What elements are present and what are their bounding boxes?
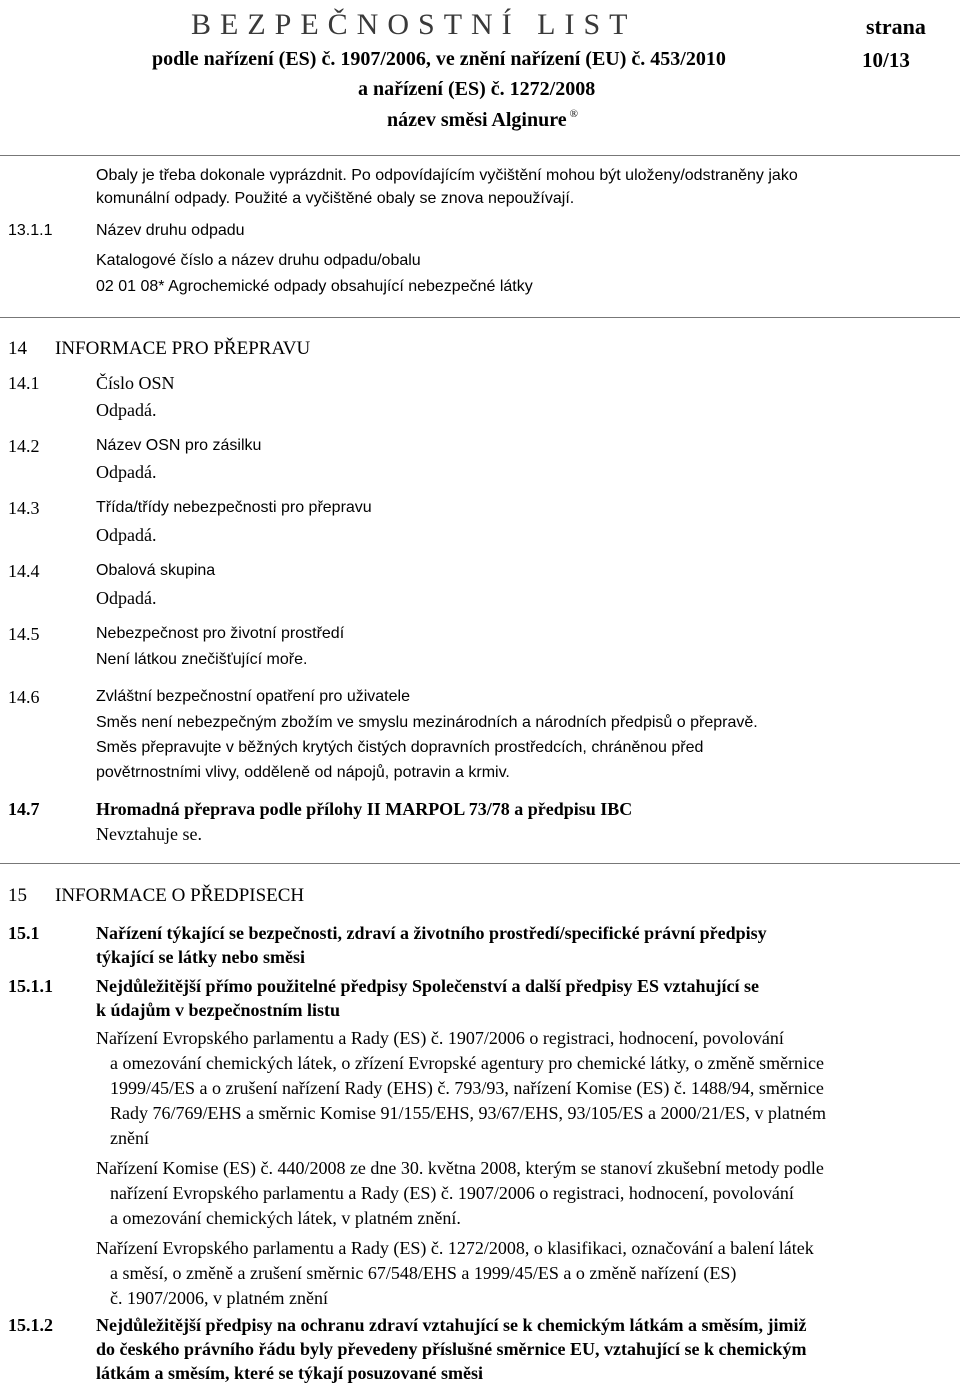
reg-2-line-2: nařízení Evropského parlamentu a Rady (ES) č. 1907/2006 o registraci, hodnocení, povolování — [110, 1183, 794, 1203]
sec13-1-1-number: 13.1.1 — [8, 222, 53, 239]
reg-3-line-2: a směsí, o změně a zrušení směrnic 67/548/EHS a 1999/45/ES a o změně nařízení (ES) — [110, 1263, 737, 1283]
sec15-1-2-number: 15.1.2 — [8, 1315, 53, 1335]
sec14-1-number: 14.1 — [8, 373, 40, 393]
sec14-5-value: Není látkou znečišťující moře. — [96, 651, 308, 668]
reg-3-line-1: Nařízení Evropského parlamentu a Rady (ES) č. 1272/2008, o klasifikaci, označování a balení látek — [96, 1238, 814, 1258]
registered-mark: ® — [569, 108, 578, 120]
regulation-line-1: podle nařízení (ES) č. 1907/2006, ve znění nařízení (EU) č. 453/2010 — [152, 48, 726, 70]
sec14-3-number: 14.3 — [8, 498, 40, 518]
sec14-6-value-line-3: povětrnostními vlivy, odděleně od nápojů, potravin a krmiv. — [96, 764, 510, 781]
sec13-1-1-title: Název druhu odpadu — [96, 222, 245, 239]
sec15-1-number: 15.1 — [8, 923, 40, 943]
page-label: strana — [866, 14, 926, 39]
sec15-1-1-number: 15.1.1 — [8, 976, 53, 996]
section-divider-15 — [0, 863, 960, 864]
sec14-6-number: 14.6 — [8, 687, 40, 707]
sec14-5-title: Nebezpečnost pro životní prostředí — [96, 625, 345, 642]
page-number: 10/13 — [862, 48, 910, 72]
sec14-3-value: Odpadá. — [96, 525, 157, 545]
sec14-title: INFORMACE PRO PŘEPRAVU — [55, 338, 311, 359]
reg-1-line-1: Nařízení Evropského parlamentu a Rady (ES) č. 1907/2006 o registraci, hodnocení, povolování — [96, 1028, 784, 1048]
reg-1-line-5: znění — [110, 1128, 149, 1148]
reg-2-line-1: Nařízení Komise (ES) č. 440/2008 ze dne 30. května 2008, kterým se stanoví zkušební metody podle — [96, 1158, 824, 1178]
reg-1-line-4: Rady 76/769/EHS a směrnic Komise 91/155/EHS, 93/67/EHS, 93/105/ES a 2000/21/ES, v platném — [110, 1103, 826, 1123]
sec15-1-2-title-line-3: látkám a směsím, které se týkají posuzované směsi — [96, 1363, 483, 1383]
sec14-6-value-line-1: Směs není nebezpečným zbožím ve smyslu mezinárodních a národních předpisů o přepravě. — [96, 714, 758, 731]
header-divider — [0, 155, 960, 156]
sec15-title: INFORMACE O PŘEDPISECH — [55, 885, 305, 906]
sec15-number: 15 — [8, 885, 27, 906]
sec14-6-value-line-2: Směs přepravujte v běžných krytých čistých dopravních prostředcích, chráněnou před — [96, 739, 704, 756]
document-title: BEZPEČNOSTNÍ LIST — [191, 8, 637, 41]
sec14-5-number: 14.5 — [8, 624, 40, 644]
sec13-1-1-subtitle: Katalogové číslo a název druhu odpadu/obalu — [96, 252, 421, 269]
sec15-1-title-line-2: týkající se látky nebo směsi — [96, 947, 305, 967]
sec15-1-title-line-1: Nařízení týkající se bezpečnosti, zdraví a životního prostředí/specifické právní předpisy — [96, 923, 767, 943]
sec13-1-1-value: 02 01 08* Agrochemické odpady obsahující nebezpečné látky — [96, 278, 533, 295]
sec14-2-value: Odpadá. — [96, 462, 157, 482]
section-divider-14 — [0, 317, 960, 318]
sec14-4-value: Odpadá. — [96, 588, 157, 608]
sec14-4-number: 14.4 — [8, 561, 40, 581]
regulation-line-2: a nařízení (ES) č. 1272/2008 — [358, 78, 596, 100]
sec14-7-value: Nevztahuje se. — [96, 824, 202, 844]
reg-1-line-3: 1999/45/ES a o zrušení nařízení Rady (EHS) č. 793/93, nařízení Komise (ES) č. 1488/94, směrnice — [110, 1078, 824, 1098]
sec14-3-title: Třída/třídy nebezpečnosti pro přepravu — [96, 499, 372, 516]
sec15-1-2-title-line-1: Nejdůležitější předpisy na ochranu zdraví vztahující se k chemickým látkám a směsím, jimiž — [96, 1315, 807, 1335]
product-name-line — [387, 108, 578, 132]
sec14-6-title: Zvláštní bezpečnostní opatření pro uživatele — [96, 688, 410, 705]
sec13-para-line-2: komunální odpady. Použité a vyčištěné obaly se znova nepoužívají. — [96, 190, 575, 207]
product-name: název směsi Alginure — [387, 109, 567, 131]
sec14-2-title: Název OSN pro zásilku — [96, 437, 262, 454]
sec15-1-1-title-line-1: Nejdůležitější přímo použitelné předpisy Společenství a další předpisy ES vztahující se — [96, 976, 760, 996]
reg-1-line-2: a omezování chemických látek, o zřízení Evropské agentury pro chemické látky, o změně směrnice — [110, 1053, 825, 1073]
sec14-7-number: 14.7 — [8, 799, 40, 819]
sec14-1-value: Odpadá. — [96, 400, 157, 420]
sec15-1-2-title-line-2: do českého právního řádu byly převedeny příslušné směrnice EU, vztahující se k chemickým — [96, 1339, 807, 1359]
document-header — [0, 0, 960, 145]
sec15-1-1-title-line-2: k údajům v bezpečnostním listu — [96, 1000, 341, 1020]
sec14-7-title: Hromadná přeprava podle přílohy II MARPOL 73/78 a předpisu IBC — [96, 799, 633, 819]
sec14-1-title: Číslo OSN — [96, 373, 175, 393]
reg-2-line-3: a omezování chemických látek, v platném znění. — [110, 1208, 461, 1228]
sec14-4-title: Obalová skupina — [96, 562, 216, 579]
sec14-2-number: 14.2 — [8, 436, 40, 456]
sec14-number: 14 — [8, 338, 27, 359]
sec13-para-line-1: Obaly je třeba dokonale vyprázdnit. Po odpovídajícím vyčištění mohou být uloženy/odstraněny jako — [96, 167, 798, 184]
reg-3-line-3: č. 1907/2006, v platném znění — [110, 1288, 328, 1308]
